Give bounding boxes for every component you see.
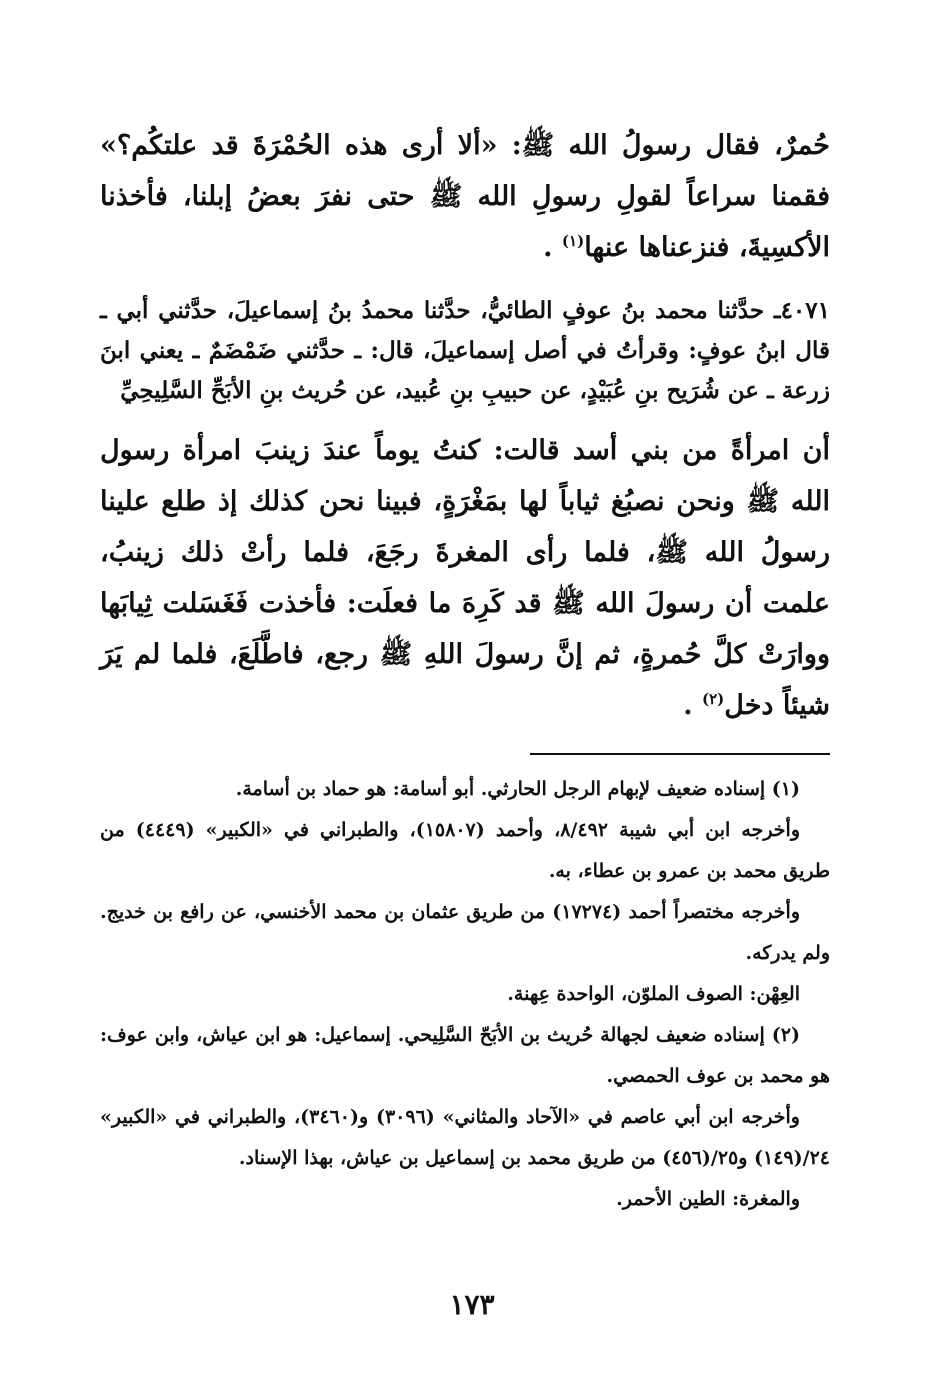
footnote-line: (١) إسناده ضعيف لإبهام الرجل الحارثي. أبو أسامة: هو حماد بن أسامة. <box>235 778 800 800</box>
footnotes <box>100 769 830 1220</box>
paragraph-1-end: . <box>543 232 562 263</box>
footnote-line: وأخرجه مختصراً أحمد (١٧٢٧٤) من طريق عثمان بن محمد الأخنسي، عن رافع بن خديج. ولم يدركه. <box>100 901 830 964</box>
footnote-line: والمغرة: الطين الأحمر. <box>616 1188 800 1210</box>
footnote-line: (٢) إسناده ضعيف لجهالة حُريث بن الأبَحّ السَّلِيحي. إسماعيل: هو ابن عياش، وابن عوف: هو محمد بن عوف الحمصي. <box>100 1024 830 1087</box>
hadith-isnad: ٤٠٧١ـ حدَّثنا محمد بنُ عوفٍ الطائيُّ، حدَّثنا محمدُ بنُ إسماعيلَ، حدَّثني أبي ـ قال ابنُ عوفٍ: وقرأتُ في أصل إسماعيلَ، قال: ـ حدَّثني ضَمْضَمٌ ـ يعني ابنَ زرعة ـ عن شُرَيح بنِ عُبَيْدٍ، عن حبيبِ بنِ عُبيد، عن حُريث بنِ الأبَحِّ السَّلِيحِيِّ <box>100 297 830 404</box>
main-text <box>100 120 830 731</box>
footnote-ref-1: (١) <box>561 232 585 250</box>
paragraph-1 <box>100 120 830 273</box>
page-body <box>100 120 830 1220</box>
footnote-line: وأخرجه ابن أبي عاصم في «الآحاد والمثاني» (٣٠٩٦) و(٣٤٦٠)، والطبراني في «الكبير» ٢٤/(١٤٩) و٢٥/(٤٥٦) من طريق محمد بن إسماعيل بن عياش، بهذا الإسناد. <box>100 1106 830 1169</box>
footnote-line: العِهْن: الصوف الملوّن، الواحدة عِهنة. <box>507 983 800 1005</box>
footnote-line: وأخرجه ابن أبي شيبة ٨/٤٩٢، وأحمد (١٥٨٠٧)، والطبراني في «الكبير» (٤٤٤٩) من طريق محمد بن عمرو بن عطاء، به. <box>100 819 830 882</box>
page-number: ١٧٣ <box>449 1288 495 1321</box>
footnote-divider <box>530 753 830 755</box>
paragraph-2-end: . <box>683 690 702 721</box>
paragraph-1-text: حُمرٌ، فقال رسولُ الله ﷺ: «ألا أرى هذه الحُمْرَةَ قد علتكُم؟» فقمنا سراعاً لقولِ رسولِ الله ﷺ حتى نفرَ بعضُ إبلنا، فأخذنا الأكسِيةَ، فنزعناها عنها <box>100 130 830 263</box>
paragraph-2-text: أن امرأةً من بني أسد قالت: كنتُ يوماً عندَ زينبَ امرأة رسول الله ﷺ ونحن نصبُغ ثياباً لها بمَغْرَةٍ، فبينا نحن كذلك إذ طلع علينا رسولُ الله ﷺ، فلما رأى المغرةَ رجَعَ، فلما رأتْ ذلك زينبُ، علمت أن رسولَ الله ﷺ قد كَرِهَ ما فعلَت: فأخذت فَغَسَلت ثِيابَها ووارَتْ كلَّ حُمرةٍ، ثم إنَّ رسولَ اللهِ ﷺ رجع، فاطَّلَعَ، فلما لم يَرَ شيئاً دخل <box>100 435 830 721</box>
footnote-ref-2: (٢) <box>702 690 725 708</box>
paragraph-2 <box>100 425 830 731</box>
